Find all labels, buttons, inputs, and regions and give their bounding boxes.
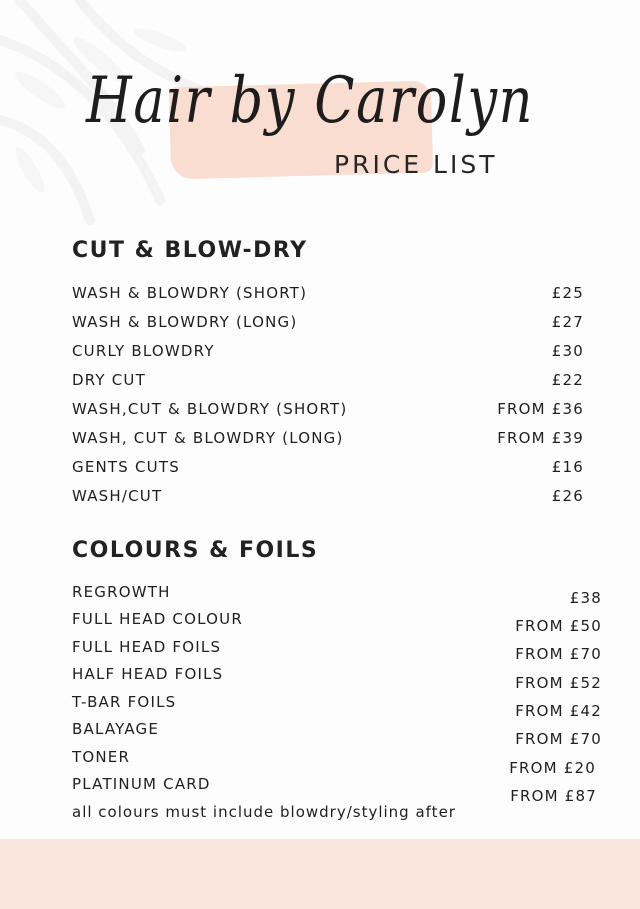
- item-label: DRY CUT: [72, 371, 146, 389]
- item-price: £27: [551, 313, 584, 331]
- item-price: £26: [551, 487, 584, 505]
- script-title-text: Hair by Carolyn: [85, 64, 534, 138]
- item-label: WASH,CUT & BLOWDRY (SHORT): [72, 400, 348, 418]
- item-label: FULL HEAD COLOUR: [72, 610, 243, 628]
- item-label: REGROWTH: [72, 583, 171, 601]
- item-price: £25: [551, 284, 584, 302]
- pink-footer-band: [0, 839, 640, 909]
- item-price: FROM £70: [515, 645, 602, 663]
- colour-note: all colours must include blowdry/styling after: [72, 803, 456, 821]
- item-label: WASH/CUT: [72, 487, 163, 505]
- script-title: [78, 40, 548, 160]
- item-label: GENTS CUTS: [72, 458, 180, 476]
- item-label: CURLY BLOWDRY: [72, 342, 215, 360]
- price-list-heading: PRICE LIST: [334, 150, 498, 179]
- item-label: WASH, CUT & BLOWDRY (LONG): [72, 429, 344, 447]
- item-price: FROM £20: [509, 759, 596, 777]
- item-price: £22: [551, 371, 584, 389]
- item-price: FROM £42: [515, 702, 602, 720]
- item-price: FROM £70: [515, 730, 602, 748]
- item-price: £38: [569, 589, 602, 607]
- item-price: £16: [551, 458, 584, 476]
- item-price: FROM £36: [497, 400, 584, 418]
- item-label: TONER: [72, 748, 131, 766]
- item-label: BALAYAGE: [72, 720, 160, 738]
- item-price: FROM £50: [515, 617, 602, 635]
- item-price: FROM £52: [515, 674, 602, 692]
- item-label: WASH & BLOWDRY (SHORT): [72, 284, 308, 302]
- item-label: FULL HEAD FOILS: [72, 638, 222, 656]
- item-price: FROM £87: [510, 787, 597, 805]
- item-label: T-BAR FOILS: [72, 693, 177, 711]
- item-price: £30: [551, 342, 584, 360]
- item-label: HALF HEAD FOILS: [72, 665, 224, 683]
- item-label: PLATINUM CARD: [72, 775, 211, 793]
- item-price: FROM £39: [497, 429, 584, 447]
- section-title-cut-blowdry: CUT & BLOW-DRY: [72, 238, 308, 263]
- item-label: WASH & BLOWDRY (LONG): [72, 313, 298, 331]
- section-title-colours-foils: COLOURS & FOILS: [72, 538, 319, 563]
